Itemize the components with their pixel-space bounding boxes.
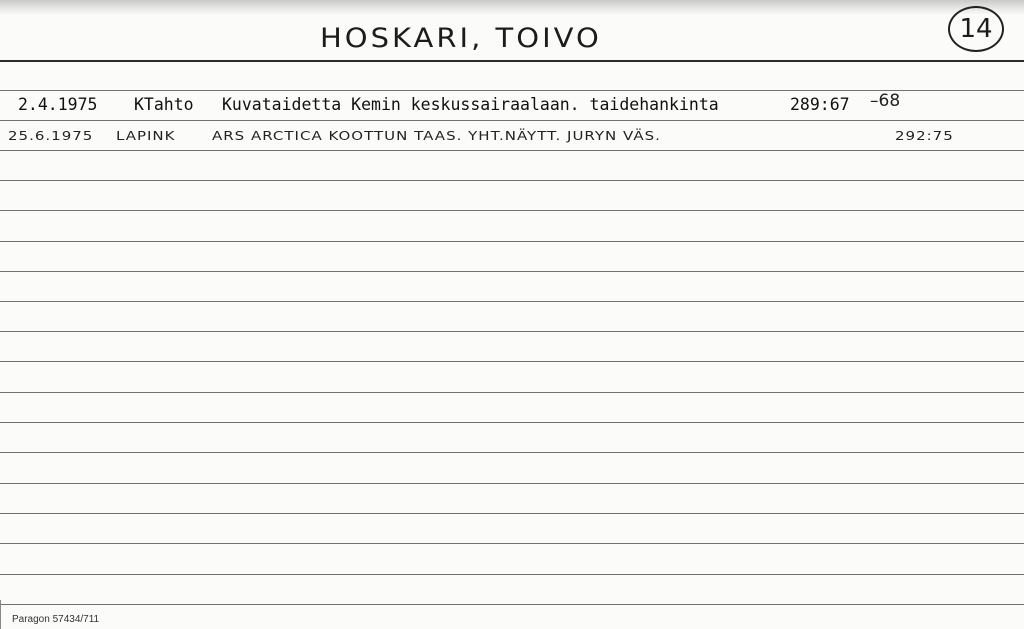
ruled-line — [0, 180, 1024, 181]
entry-ref: 289:67 — [790, 95, 850, 114]
printer-imprint: Paragon 57434/711 — [12, 614, 100, 625]
ruled-line — [0, 361, 1024, 362]
ruled-line — [0, 452, 1024, 453]
ruled-line — [0, 543, 1024, 544]
ruled-line — [0, 331, 1024, 332]
card-top-edge — [0, 0, 1024, 14]
card-name-handwritten: HOSKARI, TOIVO — [320, 22, 602, 54]
ruled-line — [0, 210, 1024, 211]
entry-text: Kuvataidetta Kemin keskussairaalaan. taidehankinta — [222, 95, 719, 114]
card-edge — [0, 600, 1, 629]
entry-code: KTahto — [134, 95, 194, 114]
ruled-line — [0, 150, 1024, 151]
ruled-line — [0, 604, 1024, 605]
ruled-line — [0, 422, 1024, 423]
entry-text: ARS ARCTICA KOOTTUN TAAS. YHT.NÄYTT. JURYN VÄS. — [212, 128, 661, 144]
entry-code: LAPINK — [116, 128, 176, 144]
ruled-line — [0, 513, 1024, 514]
card-number-circled: 14 — [948, 6, 1004, 52]
ruled-line — [0, 574, 1024, 575]
ruled-line — [0, 120, 1024, 121]
entry-ref: 292:75 — [895, 128, 954, 144]
ruled-line — [0, 241, 1024, 242]
ruled-line — [0, 392, 1024, 393]
ruled-line — [0, 483, 1024, 484]
entry-date: 25.6.1975 — [8, 128, 94, 144]
entry-ref-handwritten: –68 — [870, 91, 901, 111]
entry-date: 2.4.1975 — [18, 95, 98, 114]
ruled-line — [0, 271, 1024, 272]
header-rule — [0, 60, 1024, 62]
ruled-line — [0, 301, 1024, 302]
